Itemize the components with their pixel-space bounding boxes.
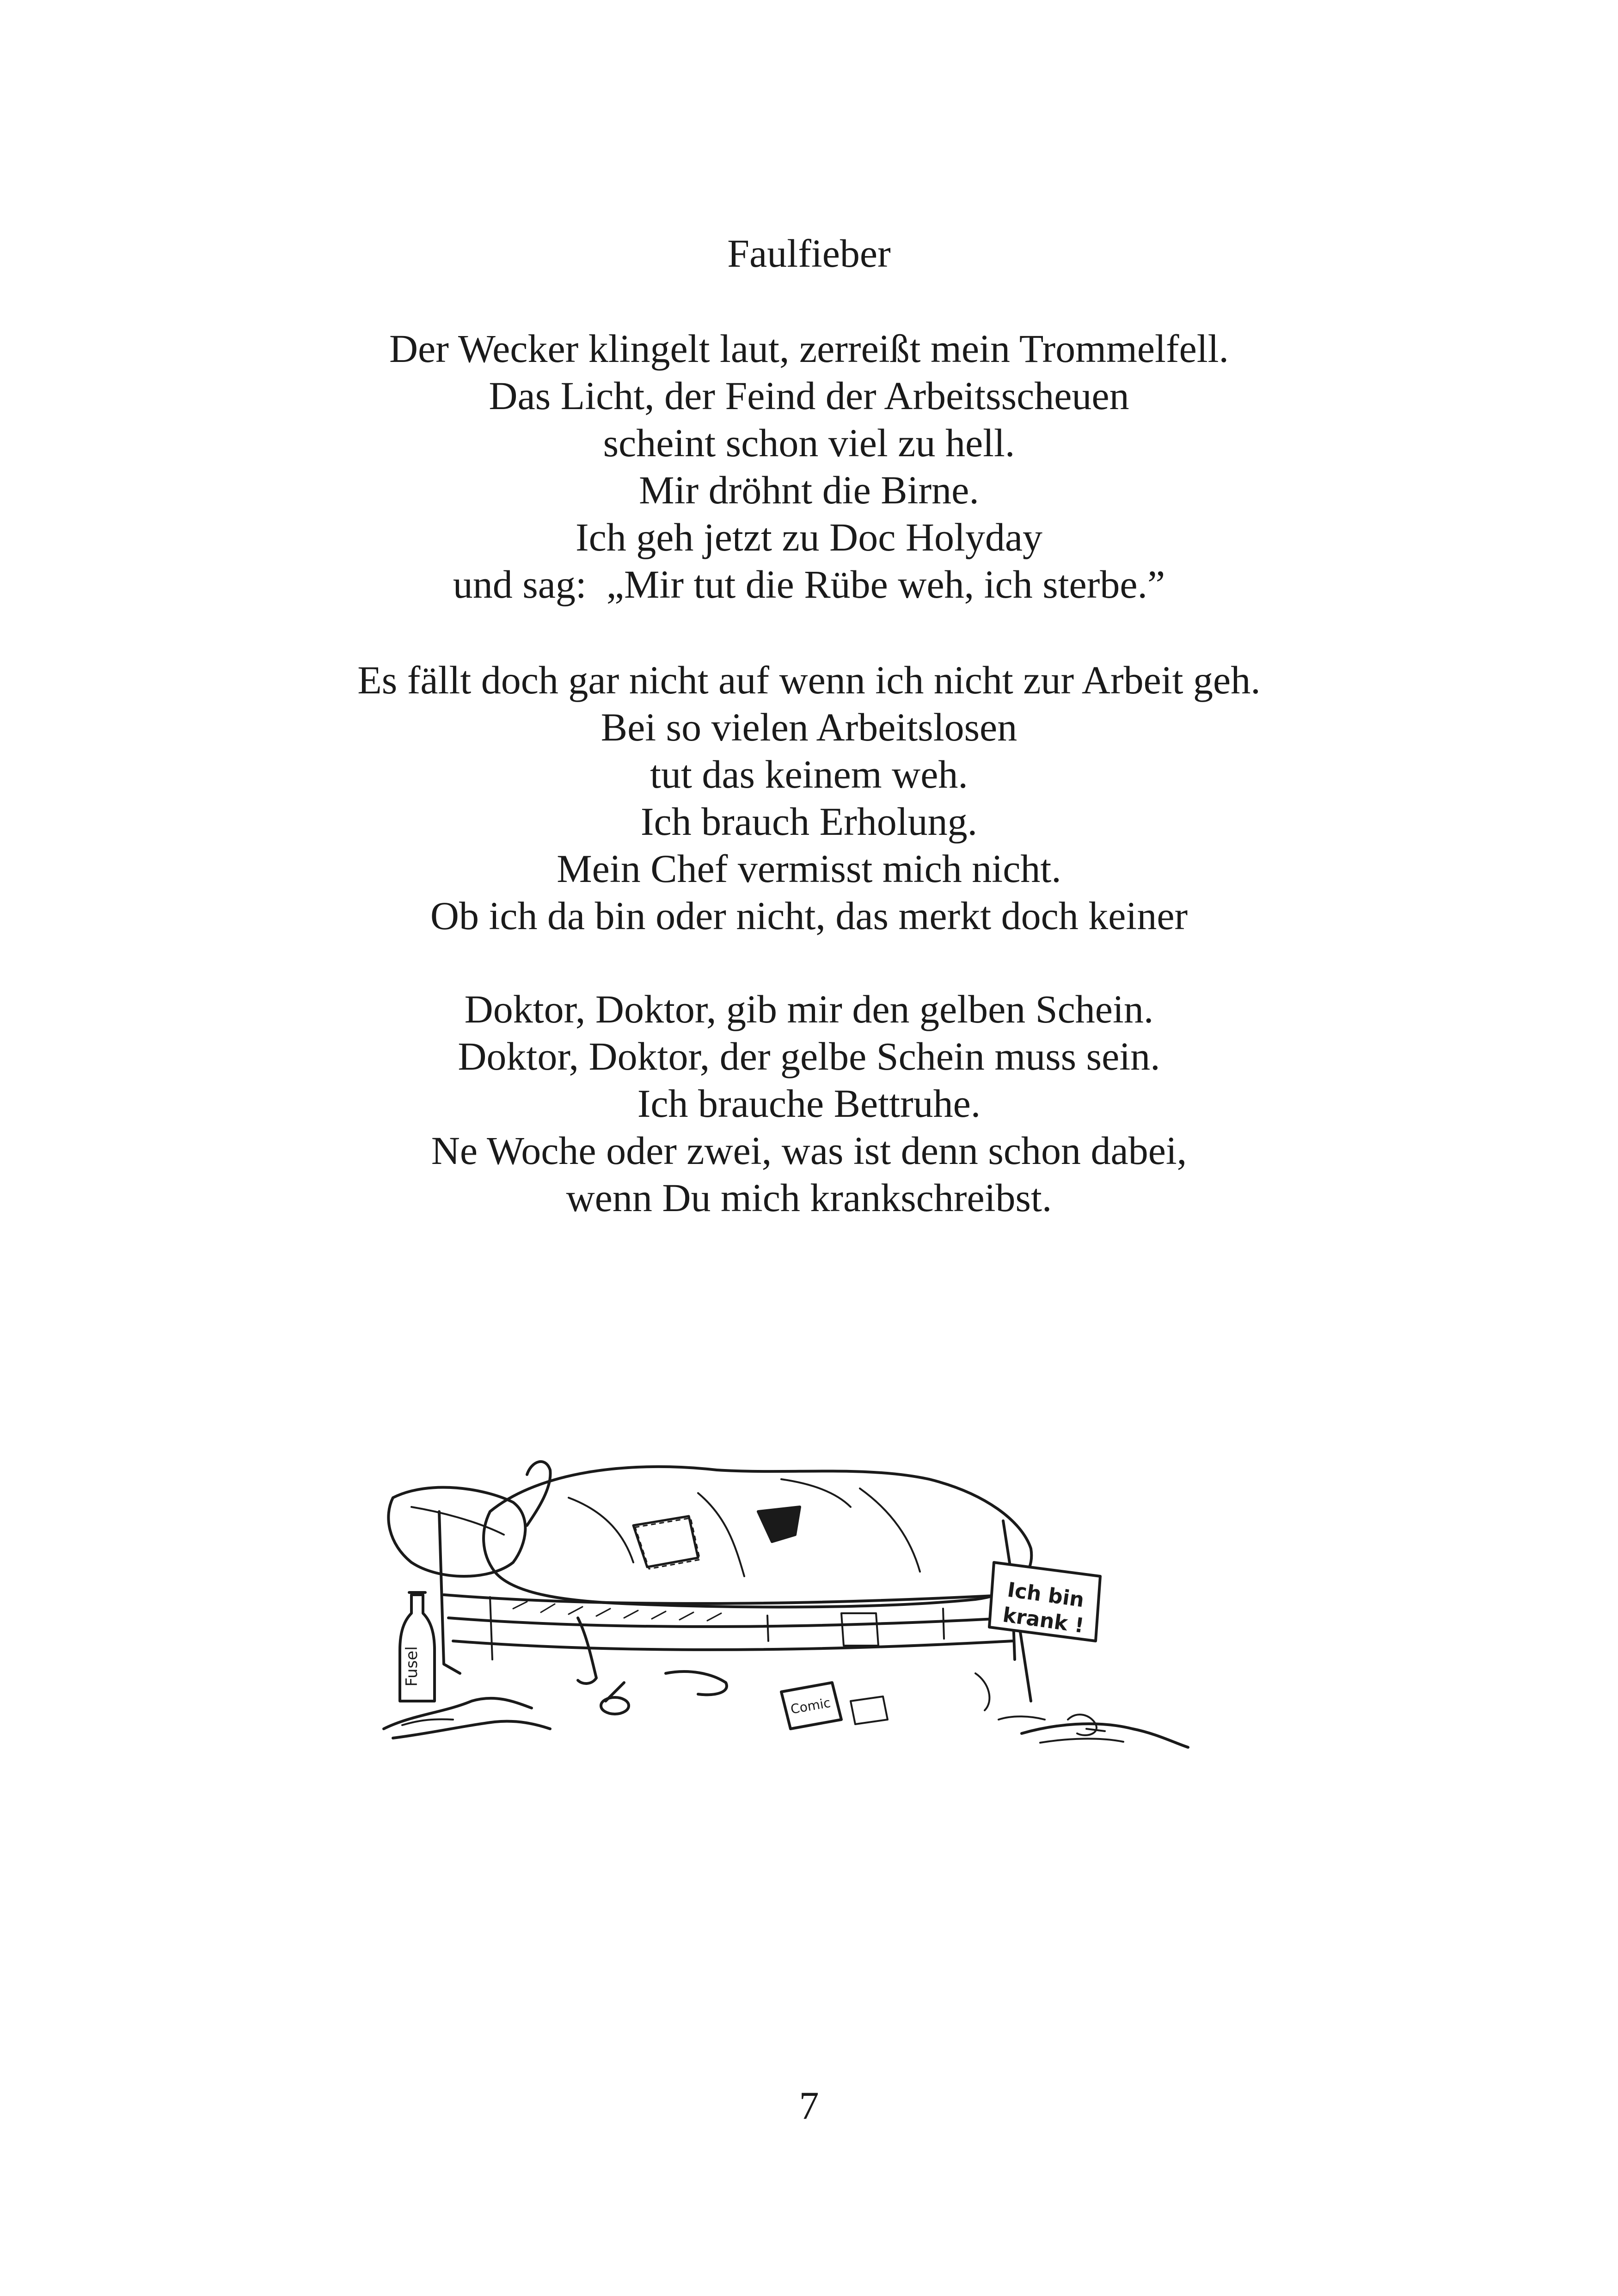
stanza-1 — [0, 325, 1618, 608]
poem-line: Ich brauche Bettruhe. — [637, 1081, 981, 1126]
comic-book-icon — [781, 1683, 888, 1729]
floor-scribbles — [975, 1673, 1105, 1735]
poem-line: Das Licht, der Feind der Arbeitsscheuen — [489, 373, 1129, 418]
poem-line: und sag: „Mir tut die Rübe weh, ich sterbe.” — [453, 562, 1165, 606]
poem-line: Doktor, Doktor, gib mir den gelben Schein. — [464, 987, 1154, 1031]
comic-label: Comic — [789, 1695, 832, 1717]
stanza-3 — [0, 986, 1618, 1221]
hand — [578, 1618, 727, 1695]
poem-line: tut das keinem weh. — [650, 752, 968, 796]
poem-line: wenn Du mich krankschreibst. — [566, 1176, 1052, 1220]
poem-line: Ich geh jetzt zu Doc Holyday — [575, 515, 1043, 559]
poem-line: Ob ich da bin oder nicht, das merkt doch keiner — [430, 894, 1188, 938]
bottle-label: Fusel — [403, 1646, 421, 1687]
stanza-2 — [0, 656, 1618, 939]
poem-line: Ne Woche oder zwei, was ist denn schon dabei, — [431, 1128, 1187, 1173]
blanket — [484, 1467, 1031, 1607]
poem-line: Mein Chef vermisst mich nicht. — [557, 846, 1061, 891]
poem-line: Es fällt doch gar nicht auf wenn ich nicht zur Arbeit geh. — [357, 658, 1261, 702]
poem-line: Der Wecker klingelt laut, zerreißt mein Trommelfell. — [389, 326, 1229, 371]
page-number: 7 — [799, 2083, 819, 2128]
sick-bed-illustration — [374, 1442, 1193, 1766]
poem-line: scheint schon viel zu hell. — [603, 421, 1015, 465]
poem-line: Ich brauch Erholung. — [640, 799, 978, 844]
sign-line-2: krank ! — [1001, 1603, 1086, 1638]
poem-title: Faulfieber — [727, 231, 891, 276]
poem-line: Bei so vielen Arbeitslosen — [601, 705, 1017, 749]
poem-line: Mir dröhnt die Birne. — [639, 468, 979, 512]
cup-icon — [601, 1683, 629, 1714]
foot — [527, 1462, 550, 1525]
poem-line: Doktor, Doktor, der gelbe Schein muss sein. — [458, 1034, 1160, 1078]
sick-sign — [989, 1521, 1100, 1701]
bottle-icon — [400, 1592, 435, 1701]
sign-line-1: Ich bin — [1005, 1578, 1086, 1612]
